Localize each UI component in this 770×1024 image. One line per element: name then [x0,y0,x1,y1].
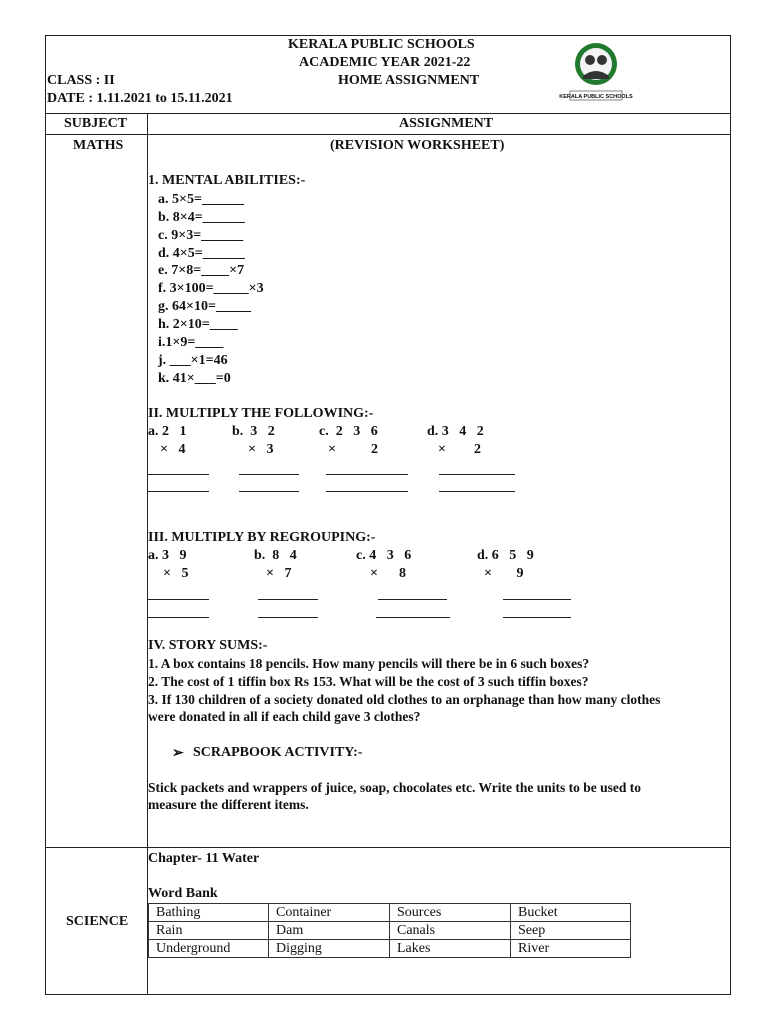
regroup-a-bottom: × 5 [163,566,189,581]
mental-q-a: a. 5×5=______ [158,192,244,207]
multiply-b-top: b. 3 2 [232,424,275,439]
multiply-c-bottom: × 2 [328,442,378,457]
answer-line [439,474,515,475]
story-sum-3-cont: were donated in all if each child gave 3 clothes? [148,709,421,724]
word-cell: Canals [390,922,511,940]
answer-line [326,474,408,475]
science-subject-label: SCIENCE [66,914,129,929]
story-sum-1: 1. A box contains 18 pencils. How many pencils will there be in 6 such boxes? [148,656,590,671]
answer-line [148,491,209,492]
answer-line [439,491,515,492]
assignment-type: HOME ASSIGNMENT [338,73,480,88]
word-cell: Dam [269,922,390,940]
answer-line [239,491,299,492]
answer-line [503,599,571,600]
class-label: CLASS : II [47,73,115,88]
scrapbook-text-line2: measure the different items. [148,797,309,812]
date-label: DATE : 1.11.2021 to 15.11.2021 [47,91,233,106]
word-bank-title: Word Bank [148,886,218,901]
word-cell: Container [269,904,390,922]
school-name: KERALA PUBLIC SCHOOLS [288,37,475,52]
mental-q-h: h. 2×10=____ [158,317,238,332]
regroup-b-bottom: × 7 [266,566,292,581]
word-cell: Sources [390,904,511,922]
scrapbook-heading: SCRAPBOOK ACTIVITY:- [193,745,363,760]
scrapbook-text-line1: Stick packets and wrappers of juice, soap, chocolates etc. Write the units to be used to [148,780,641,795]
border-left [45,35,46,995]
word-cell: Lakes [390,940,511,958]
regroup-d-top: d. 6 5 9 [477,548,534,563]
word-cell: Underground [149,940,269,958]
multiply-b-bottom: × 3 [248,442,274,457]
border-top [45,35,731,36]
regroup-a-top: a. 3 9 [148,548,187,563]
mental-q-g: g. 64×10=_____ [158,299,251,314]
word-cell: Rain [149,922,269,940]
multiply-c-top: c. 2 3 6 [319,424,378,439]
answer-line [326,491,408,492]
mental-q-d: d. 4×5=______ [158,246,245,261]
answer-line [258,599,318,600]
worksheet-title: (REVISION WORKSHEET) [330,138,505,153]
table-row [149,940,631,958]
word-cell: Bathing [149,904,269,922]
regroup-b-top: b. 8 4 [254,548,297,563]
answer-line [239,474,299,475]
answer-line [378,599,447,600]
academic-year: ACADEMIC YEAR 2021-22 [299,55,471,70]
section3-heading: III. MULTIPLY BY REGROUPING:- [148,530,376,545]
word-cell: Bucket [511,904,631,922]
table-row [149,904,631,922]
answer-line [258,617,318,618]
mental-q-f: f. 3×100=_____×3 [158,281,264,296]
answer-line [148,599,209,600]
subject-column-heading: SUBJECT [64,116,128,131]
regroup-d-bottom: × 9 [484,566,524,581]
word-cell: Seep [511,922,631,940]
section4-heading: IV. STORY SUMS:- [148,638,268,653]
answer-line [148,617,209,618]
regroup-c-top: c. 4 3 6 [356,548,412,563]
mental-q-j: j. ___×1=46 [158,353,228,368]
table-row [149,922,631,940]
answer-line [503,617,571,618]
answer-line [148,474,209,475]
word-bank-table [148,903,631,958]
multiply-d-top: d. 3 4 2 [427,424,484,439]
word-cell: Digging [269,940,390,958]
mental-q-i: i.1×9=____ [158,335,224,350]
story-sum-2: 2. The cost of 1 tiffin box Rs 153. What will be the cost of 3 such tiffin boxes? [148,674,589,689]
chapter-title: Chapter- 11 Water [148,851,260,866]
mental-q-b: b. 8×4=______ [158,210,245,225]
story-sum-3: 3. If 130 children of a society donated old clothes to an orphanage than how many clothes [148,692,661,707]
mental-q-e: e. 7×8=____×7 [158,263,245,278]
maths-subject-label: MATHS [73,138,124,153]
regroup-c-bottom: × 8 [370,566,406,581]
assignment-column-heading: ASSIGNMENT [399,116,494,131]
multiply-a-bottom: × 4 [160,442,186,457]
mental-q-k: k. 41×___=0 [158,371,231,386]
border-right [730,35,731,995]
school-logo [559,38,633,102]
multiply-a-top: a. 2 1 [148,424,187,439]
arrow-bullet-icon: ➢ [172,746,184,761]
mental-q-c: c. 9×3=______ [158,228,244,243]
section1-heading: 1. MENTAL ABILITIES:- [148,173,306,188]
word-cell: River [511,940,631,958]
multiply-d-bottom: × 2 [438,442,481,457]
answer-line [376,617,450,618]
section2-heading: II. MULTIPLY THE FOLLOWING:- [148,406,374,421]
logo-text: KERALA PUBLIC SCHOOLS [559,94,633,100]
